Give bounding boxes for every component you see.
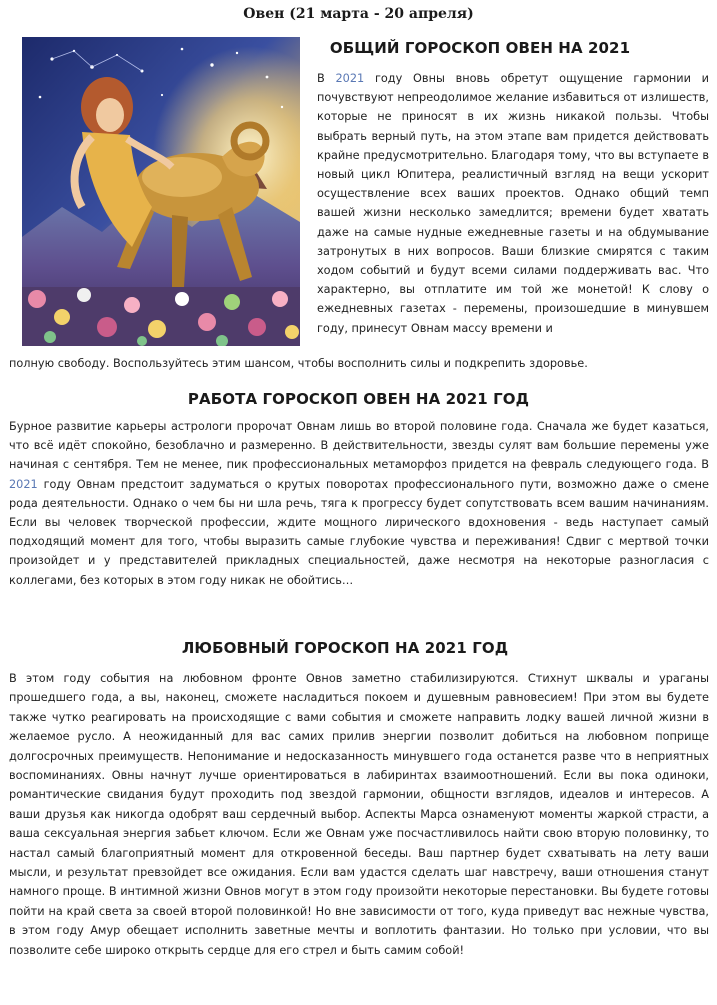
general-text [317, 69, 709, 338]
work-body-end: году Овнам предстоит задуматься о крутых поворотах профессионального пути, возможно даже о смене рода деятельности. Однако о чем бы ни шла речь, тяга к прогрессу будет сопутствовать всем вашим начинаниям. Если вы человек творческой профессии, ждите мощного лирического вдохновения - ведь наступает самый подходящий момент для того, чтобы выразить самые глубокие чувства и переживания! Сдвиг с мертвой точки произойдет и у представителей прикладных специальностей, даже несмотря на некоторые разногласия с коллегами, без которых в этом году никак не обойтись… [9, 477, 709, 587]
aries-illustration [22, 37, 300, 346]
aries-painting-image [22, 37, 300, 346]
document-title: Овен (21 марта - 20 апреля) [243, 6, 474, 22]
love-heading: ЛЮБОВНЫЙ ГОРОСКОП НА 2021 ГОД [181, 639, 509, 657]
love-text [9, 669, 709, 960]
work-body-start: Бурное развитие карьеры астрологи пророчат Овнам лишь во второй половине года. Сначала же будет казаться, что всё идёт спокойно, безоблачно и размеренно. В действительности, звезды сулят вам большие перемены уже начиная с сентября. Тем не менее, пик профессиональных метаморфоз придется на февраль следующего года. В [9, 420, 709, 472]
work-year: 2021 [9, 477, 38, 491]
general-heading: ОБЩИЙ ГОРОСКОП ОВЕН НА 2021 [329, 39, 631, 57]
general-continued-paragraph: полную свободу. Воспользуйтесь этим шансом, чтобы восполнить силы и подкрепить здоровье. [9, 357, 588, 370]
general-body: году Овны вновь обретут ощущение гармонии и почувствуют непреодолимое желание избавиться от излишеств, которые не приносят в их жизнь никакой пользы. Чтобы выбрать верный путь, на этом этапе вам придется действовать крайне предусмотрительно. Благодаря тому, что вы вступаете в новый цикл Юпитера, реалистичный взгляд на вещи ускорит осуществление всех ваших проектов. Однако общий темп вашей жизни несколько замедлится; времени будет хватать даже на самые нудные ежедневные газеты и на обдумывание затронутых в них вопросов. Ваши близкие смирятся с таким ходом событий и будут всеми силами поддерживать вас. Что характерно, вы отплатите им той же монетой! К слову о ежедневных газетах - перемены, произошедшие в минувшем году, принесут Овнам массу времени и [317, 72, 709, 335]
general-intro: В [317, 72, 336, 85]
love-paragraph: В этом году события на любовном фронте Овнов заметно стабилизируются. Стихнут шквалы и ураганы прошедшего года, а вы, наконец, сможете насладиться покоем и душевным равновесием! При этом вы будете также чутко реагировать на происходящие с вами события и сможете направить лодку вашей личной жизни в желаемое русло. А неожиданный для вас самих прилив энергии позволит добиться на любовном поприще долгосрочных преимуществ. Непонимание и недосказанность минувшего года останется разве что в неприятных воспоминаниях. Овны начнут лучше ориентироваться в лабиринтах взаимоотношений. Если вы пока одиноки, романтические свидания будут проходить под звездой гармонии, общности взглядов, идеалов и интересов. А ваши друзья как никогда одобрят ваш сердечный выбор. Аспекты Марса ознаменуют моменты жаркой страсти, а ваша сексуальная энергия забьет ключом. Если же Овнам уже посчастливилось найти свою вторую половинку, то настал самый благоприятный момент для откровенной беседы. Ваш партнер будет схватывать на лету ваши мысли, и результат превзойдет все ожидания. Если вам удастся сделать шаг навстречу, ваши отношения станут намного проще. В интимной жизни Овнов могут в этом году произойти некоторые перестановки. Вы будете готовы пойти на край света за своей второй половинкой! Но вне зависимости от того, куда приведут вас нежные чувства, в этом году Амур обещает исполнить заветные мечты и воплотить фантазии. Но только при условии, что вы позволите себе широко открыть сердце для его стрел и быть самим собой! [9, 672, 709, 957]
flowers-decoration [22, 287, 300, 346]
work-heading: РАБОТА ГОРОСКОП ОВЕН НА 2021 ГОД [187, 390, 530, 408]
work-text [9, 417, 709, 590]
general-text-continued [9, 354, 709, 373]
general-year: 2021 [335, 72, 365, 85]
